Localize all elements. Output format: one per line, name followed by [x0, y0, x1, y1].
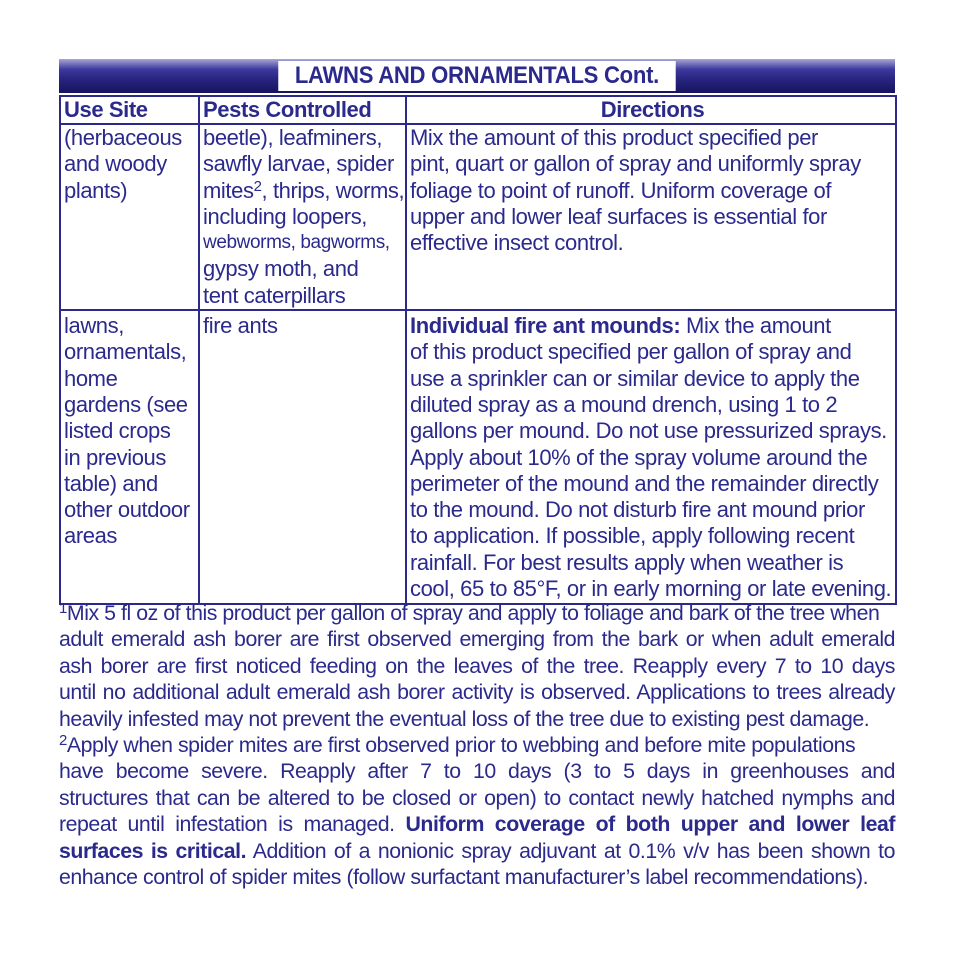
pests-line: webworms, bagworms,	[203, 232, 390, 254]
footnote-1-line: ash borer are first noticed feeding on the leaves of the tree. Reapply every 7 to 10 days	[59, 653, 895, 678]
footnote-text: Apply when spider mites are first observed prior to webbing and before mite populations	[66, 733, 856, 758]
directions-line: pint, quart or gallon of spray and uniformly spray	[410, 151, 861, 177]
use-site-line: home	[64, 365, 118, 391]
directions-line: Apply about 10% of the spray volume around the	[410, 444, 868, 470]
footnote-2-line	[59, 811, 895, 837]
footnote-2-line	[59, 838, 895, 864]
section-title: LAWNS AND ORNAMENTALS Cont.	[278, 61, 675, 91]
use-site-line: listed crops	[64, 418, 171, 444]
directions-line: gallons per mound. Do not use pressurized sprays.	[410, 418, 887, 444]
header-directions: Directions	[406, 96, 896, 124]
pests-cell	[199, 124, 406, 310]
header-use-site: Use Site	[60, 96, 199, 124]
footnote-1-line	[59, 600, 895, 626]
use-site-line: table) and	[64, 470, 158, 496]
use-site-cell	[60, 310, 199, 604]
use-site-line: other outdoor	[64, 497, 190, 523]
directions-line	[410, 313, 895, 339]
footnote-1-line: until no additional adult emerald ash borer activity is observed. Applications to trees already	[59, 680, 895, 705]
directions-line: perimeter of the mound and the remainder directly	[410, 470, 879, 496]
footnote-text: repeat until infestation is managed.	[59, 812, 406, 837]
directions-line: Mix the amount of this product specified per	[410, 125, 818, 150]
footnote-emphasis: Uniform coverage of both upper and lower leaf	[405, 812, 896, 837]
footnote-emphasis: surfaces is critical.	[59, 838, 247, 863]
directions-line: of this product specified per gallon of spray and	[410, 339, 852, 365]
footnote-ref-2: 2	[253, 177, 262, 195]
directions-cell	[406, 310, 896, 604]
pests-line: sawfly larvae, spider	[203, 151, 394, 177]
pests-line: gypsy moth, and	[203, 256, 359, 282]
directions-line: cool, 65 to 85°F, or in early morning or late evening.	[410, 576, 892, 602]
use-site-line: plants)	[64, 177, 128, 203]
directions-text: Mix the amount	[680, 313, 831, 339]
directions-line: to the mound. Do not disturb fire ant mound prior	[410, 497, 865, 523]
pests-cell	[199, 310, 406, 604]
footnote-text: Mix 5 fl oz of this product per gallon of spray and apply to foliage and bark of the tree when	[66, 601, 880, 625]
use-site-line: lawns,	[64, 313, 124, 339]
pests-line: fire ants	[203, 313, 278, 339]
directions-line: foliage to point of runoff. Uniform coverage of	[410, 177, 832, 203]
directions-line: to application. If possible, apply following recent	[410, 523, 855, 549]
use-site-line: ornamentals,	[64, 339, 187, 365]
use-site-line: areas	[64, 523, 118, 549]
pests-line: including loopers,	[203, 203, 368, 229]
directions-line: effective insect control.	[410, 230, 624, 256]
footnote-2-line: enhance control of spider mites (follow surfactant manufacturer’s label recommendations).	[59, 865, 869, 890]
table-header-row	[60, 96, 896, 124]
directions-line: use a sprinkler can or similar device to apply the	[410, 365, 860, 391]
footnotes	[59, 600, 895, 890]
pests-line	[203, 178, 405, 204]
use-site-line: and woody	[64, 151, 167, 177]
directions-cell	[406, 124, 896, 310]
use-site-line: (herbaceous	[64, 125, 182, 150]
pests-line: beetle), leafminers,	[203, 125, 383, 150]
directions-table	[59, 95, 897, 605]
footnote-2-line: structures that can be altered to be closed or open) to contact newly hatched nymphs and	[59, 785, 895, 810]
directions-line: upper and lower leaf surfaces is essential for	[410, 203, 827, 229]
pests-line: tent caterpillars	[203, 282, 346, 308]
table-row	[60, 124, 896, 310]
use-site-line: in previous	[64, 444, 166, 470]
footnote-2-line: have become severe. Reapply after 7 to 10 days (3 to 5 days in greenhouses and	[59, 759, 895, 784]
use-site-cell	[60, 124, 199, 310]
pests-text: mites	[203, 177, 254, 203]
section-banner	[59, 59, 895, 93]
header-pests-controlled: Pests Controlled	[199, 96, 406, 124]
footnote-1-line: adult emerald ash borer are first observed emerging from the bark or when adult emerald	[59, 627, 895, 652]
directions-line: diluted spray as a mound drench, using 1 to 2	[410, 391, 838, 417]
directions-line: rainfall. For best results apply when weather is	[410, 549, 844, 575]
footnote-1-marker: 1	[59, 600, 67, 617]
footnote-1-line: heavily infested may not prevent the eventual loss of the tree due to existing pest damage.	[59, 706, 870, 731]
directions-heading: Individual fire ant mounds:	[410, 313, 681, 339]
footnote-2-line	[59, 732, 895, 758]
use-site-line: gardens (see	[64, 391, 188, 417]
footnote-text: Addition of a nonionic spray adjuvant at 0.1% v/v has been shown to	[246, 838, 896, 863]
pests-text: , thrips, worms,	[261, 177, 405, 203]
table-row	[60, 310, 896, 604]
footnote-2-marker: 2	[59, 732, 67, 750]
